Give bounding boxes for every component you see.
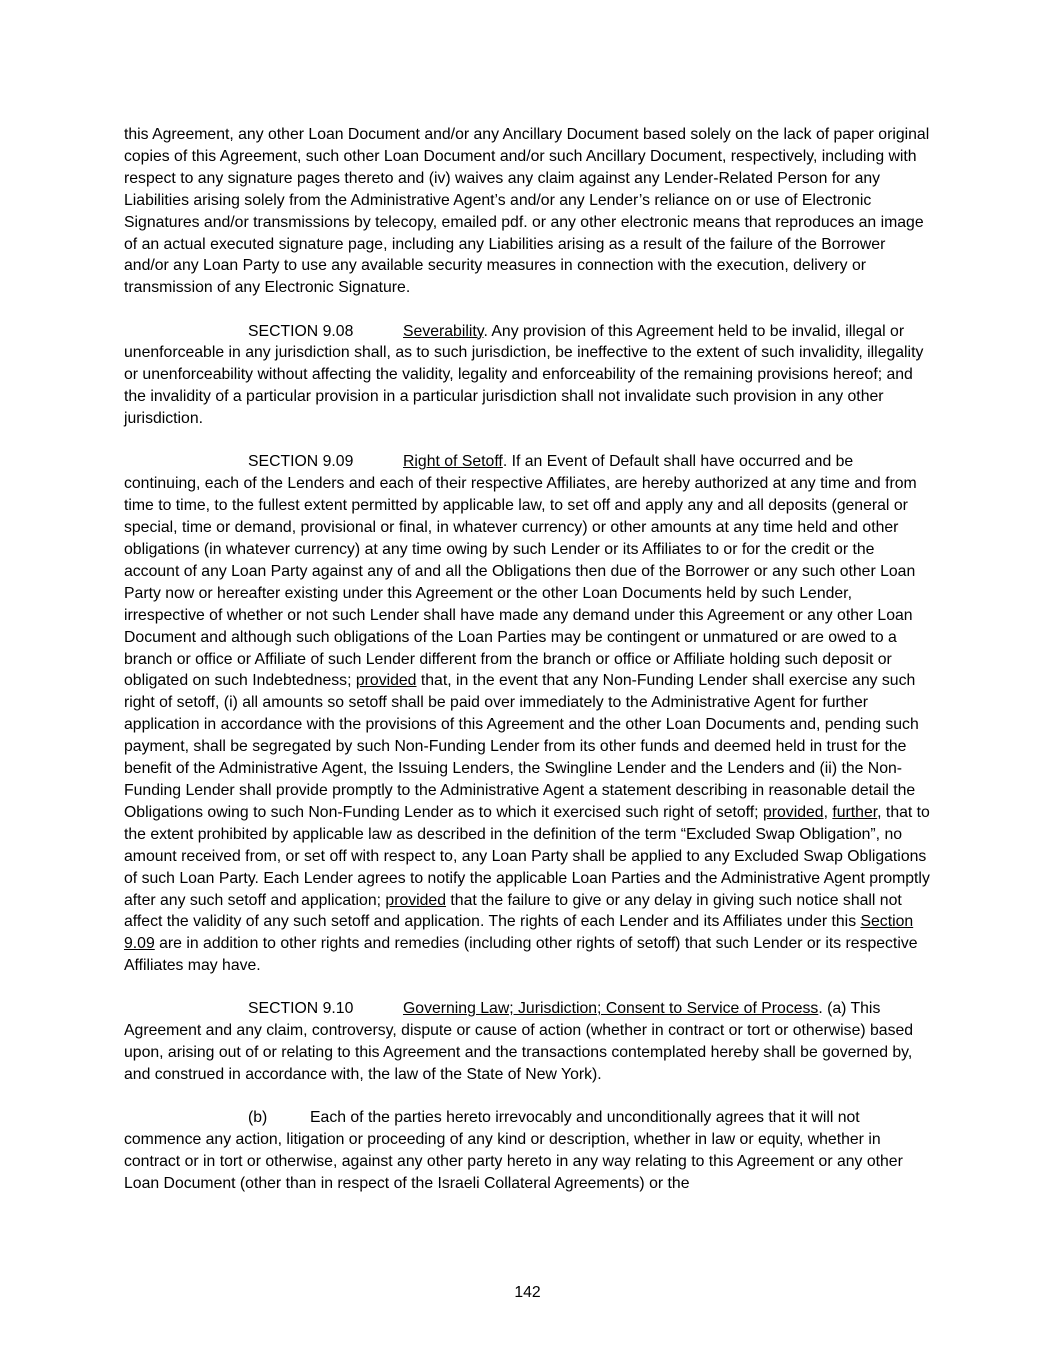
section-body: that the failure to give or any delay in giving such notice shall not affect the validity of any such setoff and application. The rights of each Lender and its Affiliates under this: [124, 891, 902, 931]
section-body: , that to the extent prohibited by applicable law as described in the definition of the term “Excluded Swap Obligation”, no amount received from, or set off with respect to, any Loan Party shall be applied to any Excluded Swap Obligations of such Loan Party. Each Lender agrees to notify the applicable Loan Parties and the Administrative Agent promptly after any such setoff and application;: [124, 803, 930, 909]
page-number: 142: [514, 1284, 541, 1301]
paragraph-continuation: this Agreement, any other Loan Document and/or any Ancillary Document based solely on the lack of paper original copies of this Agreement, such other Loan Document and/or such Ancillary Document, respectively, including with respect to any signature pages thereto and (iv) waives any claim against any Lender-Related Person for any Liabilities arising solely from the Administrative Agent’s and/or any Lender’s reliance on or use of Electronic Signatures and/or transmissions by telecopy, emailed pdf. or any other electronic means that reproduces an image of an actual executed signature page, including any Liabilities arising as a result of the failure of the Borrower and/or any Loan Party to use any available security measures in connection with the execution, delivery or transmission of any Electronic Signature.: [124, 126, 930, 297]
section-9-09-paragraph: [124, 451, 932, 977]
provided-term: provided: [355, 672, 417, 690]
section-body: that, in the event that any Non-Funding Lender shall exercise any such right of setoff, (i) all amounts so setoff shall be paid over immediately to the Administrative Agent for further application in accordance with the provisions of this Agreement and the other Loan Documents and, pending such payment, shall be segregated by such Non-Funding Lender from its other funds and deemed held in trust for the benefit of the Administrative Agent, the Issuing Lenders, the Swingline Lender and the Lenders and (ii) the Non-Funding Lender shall provide promptly to the Administrative Agent a statement describing in reasonable detail the Obligations owing to such Non-Funding Lender as to which it exercised such right of setoff;: [124, 672, 919, 821]
section-body: . (a) This Agreement and any claim, controversy, dispute or cause of action (whether in contract or tort or otherwise) based upon, arising out of or relating to this Agreement and the transactions contemplated hereby shall be governed by, and construed in accordance with, the law of the State of New York).: [124, 1000, 914, 1084]
document-page: [124, 124, 932, 1216]
subsection-body: Each of the parties hereto irrevocably and unconditionally agrees that it will not commence any action, litigation or proceeding of any kind or description, whether in law or equity, whether in contract or in tort or otherwise, against any other party hereto in any way relating to this Agreement or any other Loan Document (other than in respect of the Israeli Collateral Agreements) or the: [124, 1109, 903, 1193]
section-9-10-paragraph: [124, 998, 932, 1086]
section-9-10-b-paragraph: [124, 1107, 932, 1195]
section-heading: Right of Setoff: [403, 453, 503, 471]
section-body: . If an Event of Default shall have occurred and be continuing, each of the Lenders and each of their respective Affiliates, are hereby authorized at any time and from time to time, to the fullest extent permitted by applicable law, to set off and apply any and all deposits (general or special, time or demand, provisional or final, in whatever currency) or other amounts at any time held and other obligations (in whatever currency) at any time owing by such Lender or its Affiliates to or for the credit or the account of any Loan Party against any of and all the Obligations then due of the Borrower or any such other Loan Party now or hereafter existing under this Agreement or the other Loan Documents held by such Lender, irrespective of whether or not such Lender shall have made any demand under this Agreement or any other Loan Document and although such obligations of the Loan Parties may be contingent or unmatured or are owed to a branch or office or Affiliate of such Lender different from the branch or office or Affiliate holding such deposit or obligated on such Indebtedness;: [124, 453, 917, 690]
section-9-08-paragraph: [124, 321, 932, 431]
section-heading: Severability: [403, 322, 484, 340]
section-number: SECTION 9.10: [248, 1000, 354, 1018]
section-number: SECTION 9.08: [248, 322, 354, 340]
further-term: further: [832, 803, 878, 821]
subsection-label: (b): [248, 1109, 268, 1127]
provided-term: provided: [762, 803, 824, 821]
section-body: . Any provision of this Agreement held to be invalid, illegal or unenforceable in any jurisdiction shall, as to such jurisdiction, be ineffective to the extent of such invalidity, illegality or unenforceability without affecting the validity, legality and enforceability of the remaining provisions hereof; and the invalidity of a particular provision in a particular jurisdiction shall not invalidate such provision in any other jurisdiction.: [124, 322, 924, 428]
section-heading: Governing Law; Jurisdiction; Consent to Service of Process: [403, 1000, 819, 1018]
separator: ,: [823, 803, 833, 821]
section-number: SECTION 9.09: [248, 453, 354, 471]
section-body: are in addition to other rights and remedies (including other rights of setoff) that such Lender or its respective Affiliates may have.: [124, 935, 918, 975]
section-cross-reference: Section 9.09: [124, 913, 914, 953]
provided-term: provided: [385, 891, 447, 909]
